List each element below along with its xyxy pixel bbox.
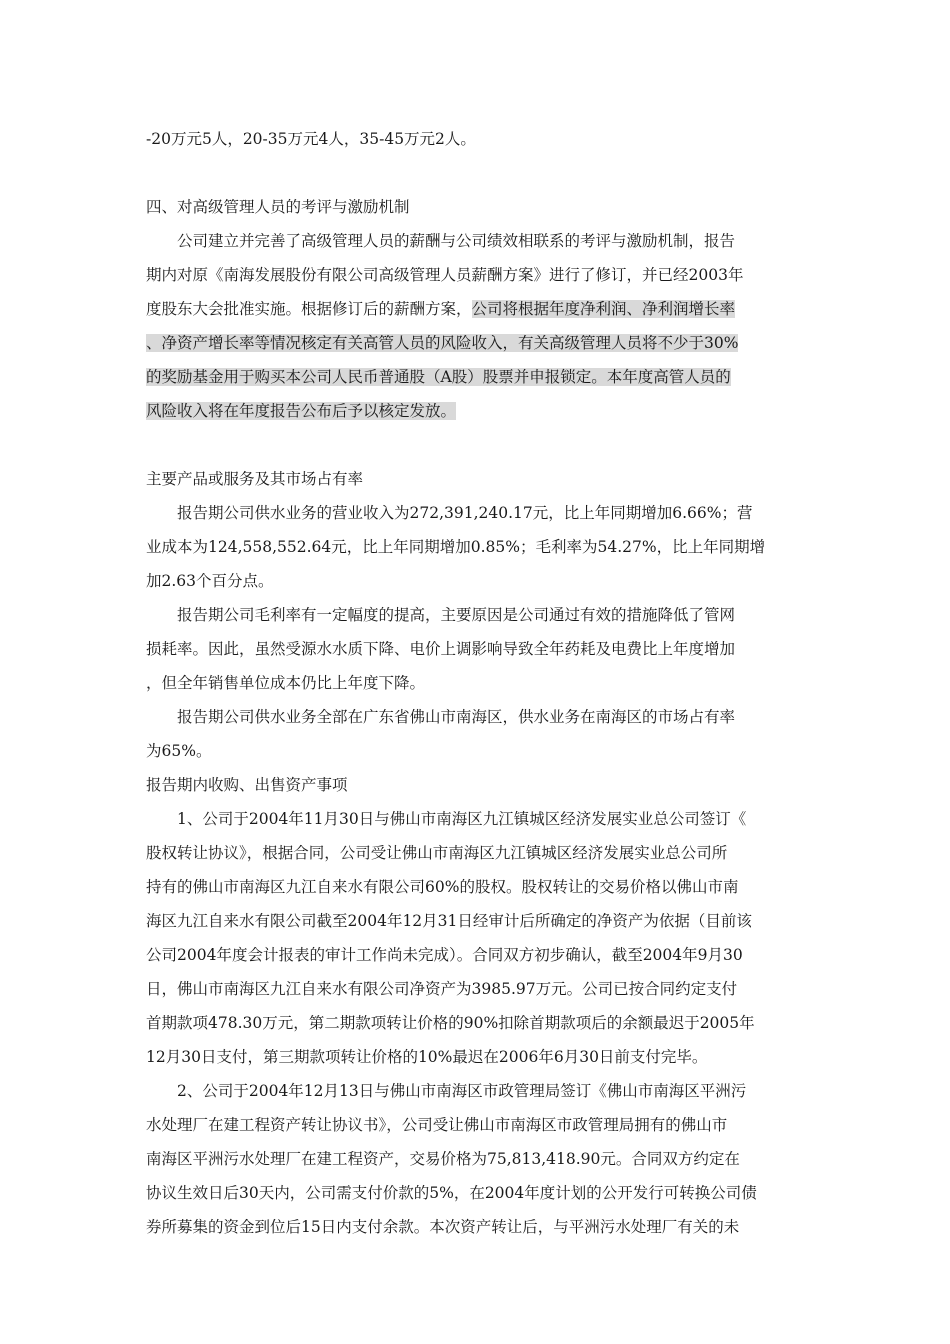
text-line: ，但全年销售单位成本仍比上年度下降。 — [146, 674, 426, 692]
text-line: 股权转让协议》，根据合同，公司受让佛山市南海区九江镇城区经济发展实业总公司所 — [146, 844, 728, 862]
text-line — [146, 292, 796, 326]
text-line: 公司建立并完善了高级管理人员的薪酬与公司绩效相联系的考评与激励机制，报告 — [177, 232, 736, 250]
text-line: 2、公司于2004年12月13日与佛山市南海区市政管理局签订《佛山市南海区平洲污 — [177, 1082, 747, 1100]
text-line: -20万元5人，20-35万元4人，35-45万元2人。 — [146, 130, 476, 148]
text-line: 南海区平洲污水处理厂在建工程资产，交易价格为75,813,418.90元。合同双方约定在 — [146, 1150, 740, 1168]
text-line: 券所募集的资金到位后15日内支付余款。本次资产转让后，与平洲污水处理厂有关的未 — [146, 1218, 740, 1236]
text-line: 首期款项478.30万元，第二期款项转让价格的90%扣除首期款项后的余额最迟于2005年 — [146, 1014, 755, 1032]
highlighted-text: 公司将根据年度净利润、净利润增长率 — [471, 300, 736, 318]
text-line: 加2.63个百分点。 — [146, 572, 274, 590]
highlighted-text: 的奖励基金用于购买本公司人民币普通股（A股）股票并申报锁定。本年度高管人员的 — [146, 368, 731, 386]
highlighted-line — [146, 326, 796, 360]
document-body — [146, 122, 796, 1244]
text-line: 报告期公司毛利率有一定幅度的提高，主要原因是公司通过有效的措施降低了管网 — [177, 606, 736, 624]
text-line: 为65%。 — [146, 742, 212, 760]
text-line: 期内对原《南海发展股份有限公司高级管理人员薪酬方案》进行了修订，并已经2003年 — [146, 266, 744, 284]
text-line: 1、公司于2004年11月30日与佛山市南海区九江镇城区经济发展实业总公司签订《 — [177, 810, 747, 828]
highlighted-line — [146, 360, 796, 394]
text-line: 12月30日支付，第三期款项转让价格的10%最迟在2006年6月30日前支付完毕。 — [146, 1048, 708, 1066]
section-heading-asset-transactions: 报告期内收购、出售资产事项 — [146, 776, 348, 794]
text-line: 损耗率。因此，虽然受源水水质下降、电价上调影响导致全年药耗及电费比上年度增加 — [146, 640, 736, 658]
text-line: 业成本为124,558,552.64元，比上年同期增加0.85%；毛利率为54.27%，比上年同期增 — [146, 538, 766, 556]
text-segment: 度股东大会批准实施。根据修订后的薪酬方案， — [146, 300, 472, 318]
text-line: 报告期公司供水业务全部在广东省佛山市南海区，供水业务在南海区的市场占有率 — [177, 708, 736, 726]
text-line: 协议生效日后30天内，公司需支付价款的5%，在2004年度计划的公开发行可转换公司债 — [146, 1184, 757, 1202]
text-line: 海区九江自来水有限公司截至2004年12月31日经审计后所确定的净资产为依据（目前该 — [146, 912, 752, 930]
section-heading-management-incentive: 四、对高级管理人员的考评与激励机制 — [146, 198, 410, 216]
highlighted-line — [146, 394, 796, 428]
highlighted-text: 风险收入将在年度报告公布后予以核定发放。 — [146, 402, 457, 420]
text-line: 日，佛山市南海区九江自来水有限公司净资产为3985.97万元。公司已按合同约定支付 — [146, 980, 738, 998]
text-line: 公司2004年度会计报表的审计工作尚未完成）。合同双方初步确认，截至2004年9月30 — [146, 946, 743, 964]
highlighted-text: 、净资产增长率等情况核定有关高管人员的风险收入，有关高级管理人员将不少于30% — [146, 334, 739, 352]
text-line: 水处理厂在建工程资产转让协议书》，公司受让佛山市南海区市政管理局拥有的佛山市 — [146, 1116, 728, 1134]
section-heading-products-market-share: 主要产品或服务及其市场占有率 — [146, 470, 364, 488]
text-line: 持有的佛山市南海区九江自来水有限公司60%的股权。股权转让的交易价格以佛山市南 — [146, 878, 739, 896]
text-line: 报告期公司供水业务的营业收入为272,391,240.17元，比上年同期增加6.66%；营 — [177, 504, 753, 522]
